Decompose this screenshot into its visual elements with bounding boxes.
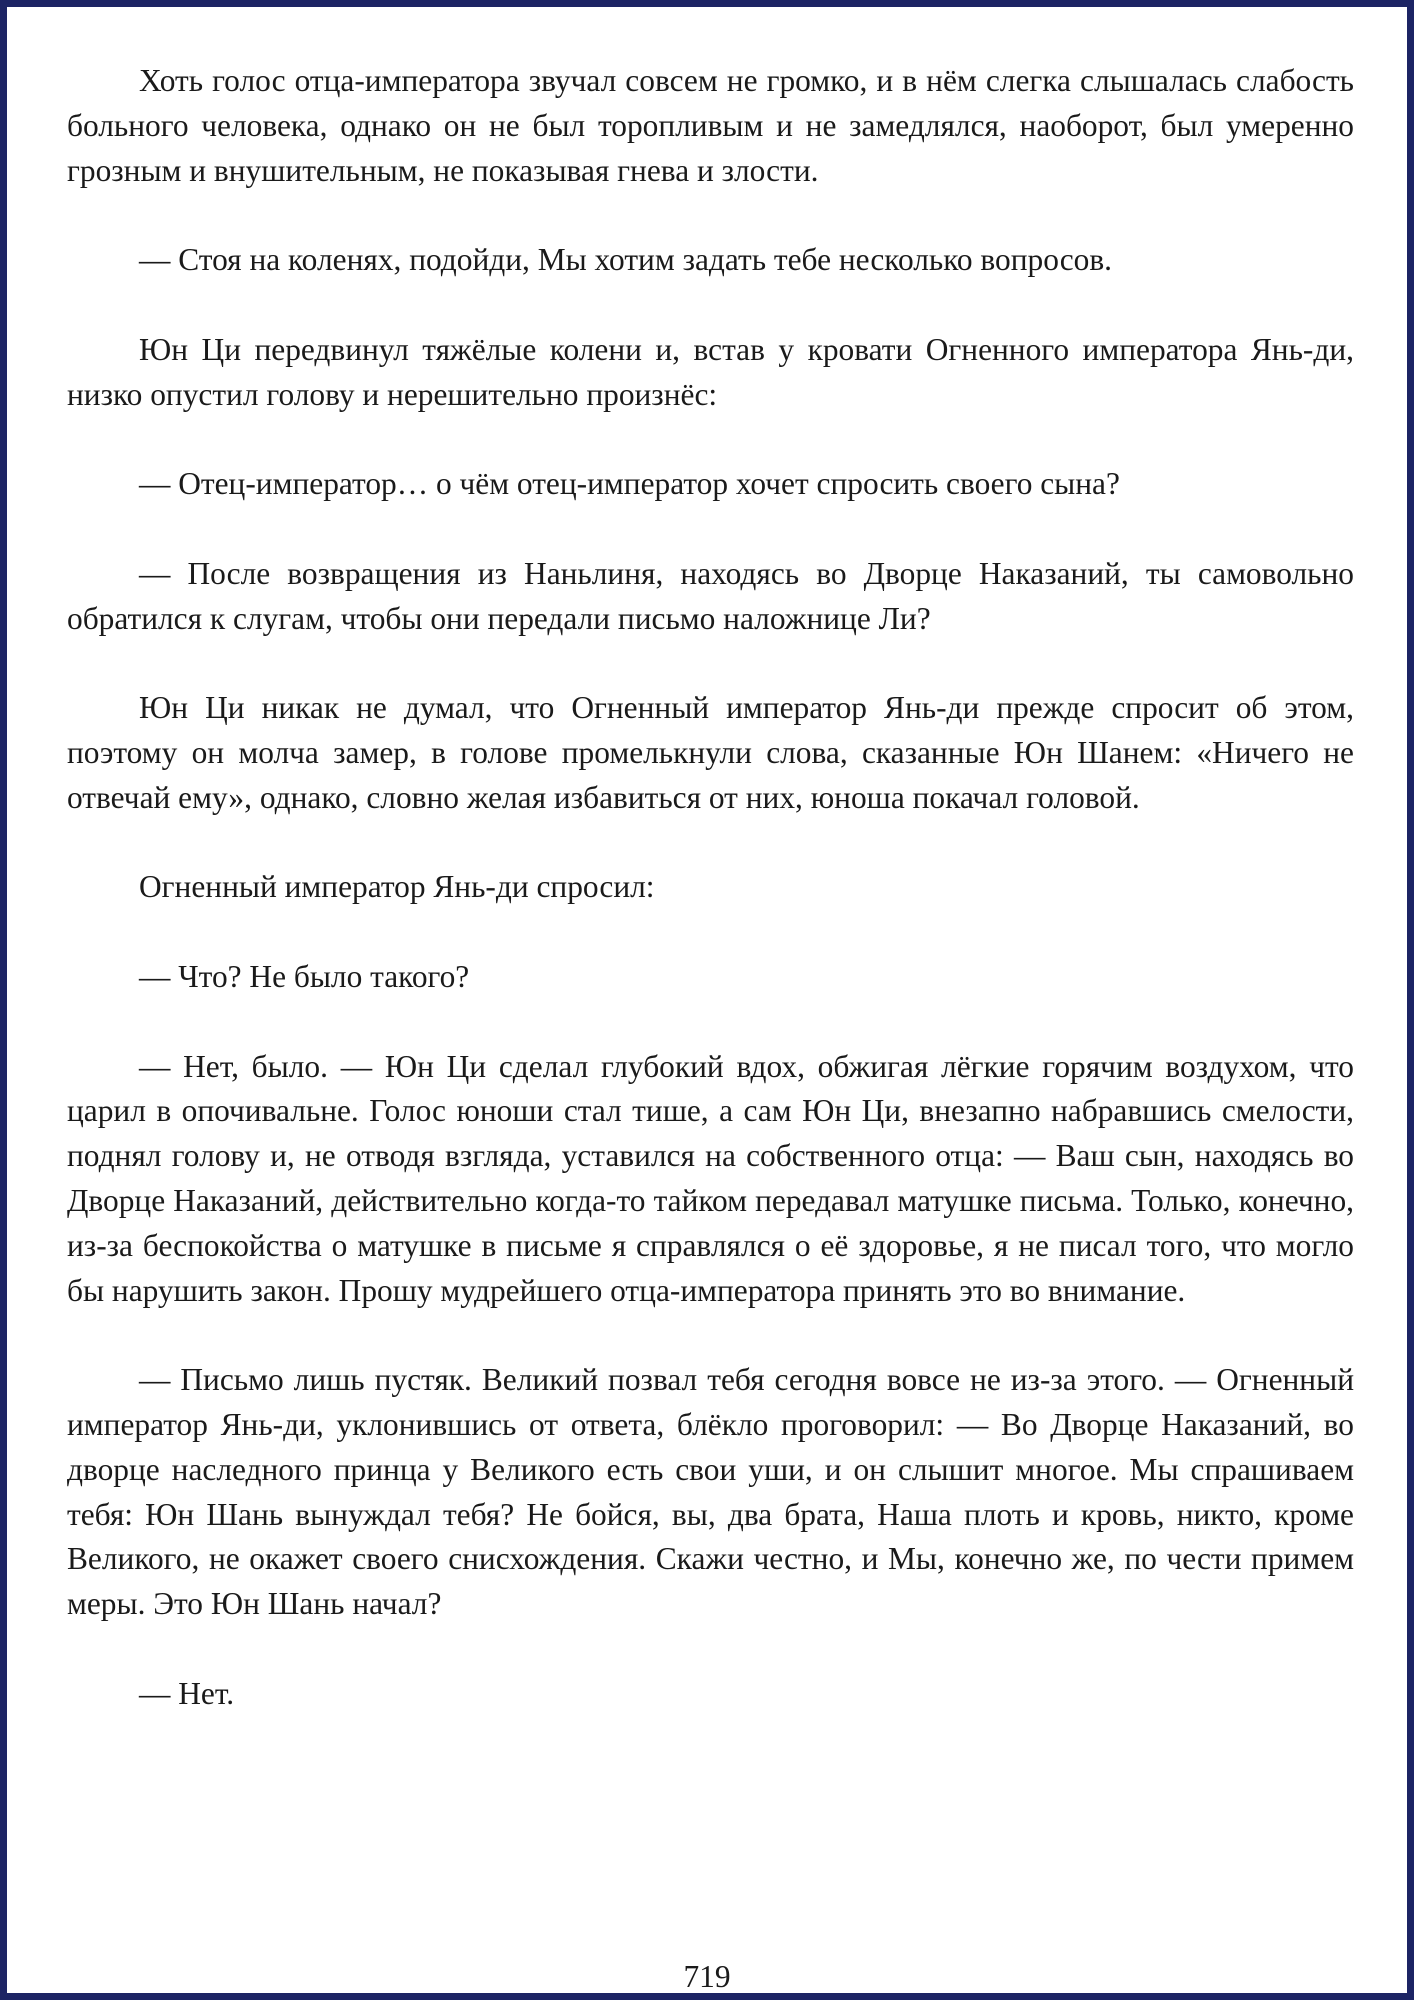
page-text <box>67 59 1354 1761</box>
paragraph-3: Юн Ци передвинул тяжёлые колени и, встав у кровати Огненного императора Янь-ди, низко опустил голову и нерешительно произнёс: <box>67 331 1354 412</box>
page-number: 719 <box>683 1959 731 1994</box>
paragraph-10: — Письмо лишь пустяк. Великий позвал тебя сегодня вовсе не из-за этого. — Огненный император Янь-ди, уклонившись от ответа, блёкло проговорил: — Во Дворце Наказаний, во дворце наследного принца у Великого есть свои уши, и он слышит многое. Мы спрашиваем тебя: Юн Шань вынуждал тебя? Не бойся, вы, два брата, Наша плоть и кровь, никто, кроме Великого, не окажет своего снисхождения. Скажи честно, и Мы, конечно же, по чести примем меры. Это Юн Шань начал? <box>67 1362 1354 1622</box>
paragraph-6: Юн Ци никак не думал, что Огненный император Янь-ди прежде спросит об этом, поэтому он молча замер, в голове промелькнули слова, сказанные Юн Шанем: «Ничего не отвечай ему», однако, словно желая избавиться от них, юноша покачал головой. <box>67 690 1354 815</box>
paragraph-8: — Что? Не было такого? <box>139 958 470 994</box>
paragraph-11: — Нет. <box>139 1675 235 1711</box>
paragraph-1: Хоть голос отца-императора звучал совсем не громко, и в нём слегка слышалась слабость больного человека, однако он не был торопливым и не замедлялся, наоборот, был умеренно грозным и внушительным, не показывая гнева и злости. <box>67 63 1354 188</box>
paragraph-4: — Отец-император… о чём отец-император хочет спросить своего сына? <box>139 466 1120 502</box>
paragraph-9: — Нет, было. — Юн Ци сделал глубокий вдох, обжигая лёгкие горячим воздухом, что царил в опочивальне. Голос юноши стал тише, а сам Юн Ци, внезапно набравшись смелости, поднял голову и, не отводя взгляда, уставился на собственного отца: — Ваш сын, находясь во Дворце Наказаний, действительно когда-то тайком передавал матушке письма. Только, конечно, из-за беспокойства о матушке в письме я справлялся о её здоровье, я не писал того, что могло бы нарушить закон. Прошу мудрейшего отца-императора принять это во внимание. <box>67 1048 1354 1308</box>
paragraph-7: Огненный император Янь-ди спросил: <box>139 869 655 905</box>
paragraph-5: — После возвращения из Наньлиня, находясь во Дворце Наказаний, ты самовольно обратился к слугам, чтобы они передали письмо наложнице Ли? <box>67 555 1354 636</box>
paragraph-2: — Стоя на коленях, подойди, Мы хотим задать тебе несколько вопросов. <box>139 242 1112 278</box>
